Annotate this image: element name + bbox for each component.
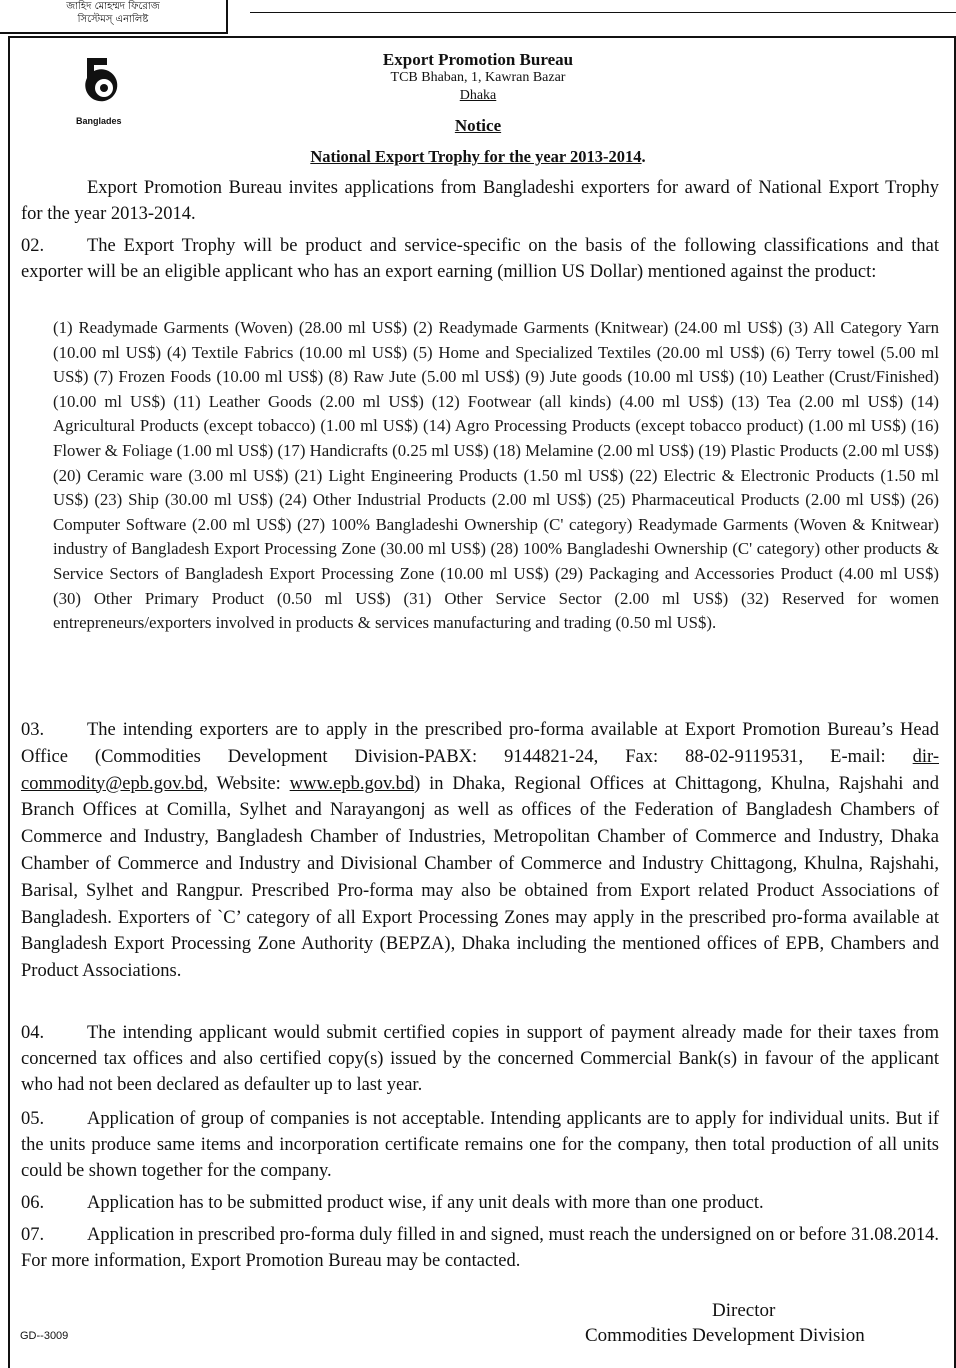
paragraph-number: 07. (21, 1225, 45, 1245)
signatory-division: Commodities Development Division (585, 1325, 865, 1346)
paragraph-number: 06. (21, 1193, 45, 1213)
stamp-name: জাহিদ মোহম্মদ ফিরোজ (66, 1, 160, 12)
paragraph-number: 04. (21, 1023, 45, 1043)
stamp-designation: সিস্টেমস্ এনালিষ্ট (77, 14, 149, 25)
notice-heading: Notice (454, 116, 502, 135)
website-link[interactable]: www.epb.gov.bd (289, 773, 415, 794)
paragraph-number: 02. (21, 236, 45, 256)
paragraph-02: 02. The Export Trophy will be product and service-specific on the basis of the following classifications and that exporter will be an eligible applicant who has an export earning (million US Dollar) mentioned against the product: (21, 233, 939, 285)
top-rule (250, 12, 956, 13)
stamp (0, 0, 228, 34)
signatory-title: Director (712, 1300, 776, 1321)
org-name: Export Promotion Bureau (382, 50, 574, 69)
paragraph-05: 05. Application of group of companies is not acceptable. Intending applicants are to apply for individual units. But if the units produce same items and incorporation certificate remains one for the company, then total production of all units could be shown together for the company. (21, 1106, 939, 1184)
paragraph-number: 03. (21, 720, 45, 740)
product-list: (1) Readymade Garments (Woven) (28.00 ml US$) (2) Readymade Garments (Knitwear) (24.00 ml US$) (3) All Category Yarn (10.00 ml US$) (4) Textile Fabrics (10.00 ml US$) (5) Home and Specialized Textiles (20.00 ml US$) (6) Terry towel (5.00 ml US$) (7) Frozen Foods (10.00 ml US$) (8) Raw Jute (5.00 ml US$) (9) Jute goods (10.00 ml US$) (10) Leather (Crust/Finished) (10.00 ml US$) (11) Leather Goods (2.00 ml US$) (12) Footwear (all kinds) (4.00 ml US$) (13) Tea (2.00 ml US$) (14) Agricultural Products (except tobacco) (1.00 ml US$) (14) Agro Processing Products (except tobacco product) (1.00 ml US$) (16) Flower & Foliage (1.00 ml US$) (17) Handicrafts (0.25 ml US$) (18) Melamine (2.00 ml US$) (19) Plastic Products (2.00 ml US$) (20) Ceramic ware (3.00 ml US$) (21) Light Engineering Products (1.50 ml US$) (22) Electric & Electronic Products (1.50 ml US$) (23) Ship (30.00 ml US$) (24) Other Industrial Products (2.00 ml US$) (25) Pharmaceutical Products (2.00 ml US$) (26) Computer Software (2.00 ml US$) (27) 100% Bangladeshi Ownership (C' category) Readymade Garments (Woven & Knitwear) industry of Bangladesh Export Processing Zone (30.00 ml US$) (28) 100% Bangladeshi Ownership (C' category) other products & Service Sectors of Bangladesh Export Processing Zone (10.00 ml US$) (29) Packaging and Accessories Product (4.00 ml US$) (30) Other Primary Product (0.50 ml US$) (31) Other Service Sector (2.00 ml US$) (32) Reserved for women entrepreneurs/exporters involved in products & services manufacturing and trading (0.50 ml US$). (53, 318, 939, 633)
org-city: Dhaka (459, 88, 497, 103)
notice-subject: National Export Trophy for the year 2013-2014. (310, 147, 646, 166)
intro-paragraph: Export Promotion Bureau invites applications from Bangladeshi exporters for award of National Export Trophy for the year 2013-2014. (21, 178, 939, 224)
gd-code: GD--3009 (20, 1330, 69, 1342)
paragraph-04: 04. The intending applicant would submit certified copies in support of payment already made for their taxes from concerned tax offices and also certified copy(s) issued by the concerned Commercial Bank(s) in favour of the applicant who had not been declared as defaulter up to last year. (21, 1020, 939, 1098)
paragraph-06: 06. Application has to be submitted product wise, if any unit deals with more than one product. (21, 1190, 939, 1216)
email-link[interactable]: dir-commodity@epb.gov.bd (21, 746, 939, 794)
paragraph-number: 05. (21, 1109, 45, 1129)
paragraph-03: 03. The intending exporters are to apply in the prescribed pro-forma available at Export Promotion Bureau’s Head Office (Commodities Development Division-PABX: 9144821-24, Fax: 88-02-9119531, E-mail: dir-commodity@epb.gov.bd, Website: www.epb.gov.bd) in Dhaka, Regional Offices at Chittagong, Khulna, Rajshahi and Branch Offices at Comilla, Sylhet and Narayangonj as well as offices of the Federation of Bangladesh Chambers of Commerce and Industry, Bangladesh Chamber of Industries, Metropolitan Chamber of Commerce and Industry, Dhaka Chamber of Commerce and Industry and Divisional Chamber of Commerce and Industry Chittagong, Khulna, Rajshahi, Barisal, Sylhet and Rangpur. Prescribed Pro-forma may also be obtained from Export related Product Associations of Bangladesh. Exporters of `C’ category of all Export Processing Zones may apply in the prescribed pro-forma available at Bangladesh Export Processing Zone Authority (BEPZA), Dhaka including the mentioned offices of EPB, Chambers and Product Associations. (21, 717, 939, 985)
logo-caption: Banglades (76, 116, 122, 126)
paragraph-07: 07. Application in prescribed pro-forma duly filled in and signed, must reach the undersigned on or before 31.08.2014. For more information, Export Promotion Bureau may be contacted. (21, 1222, 939, 1274)
org-address: TCB Bhaban, 1, Kawran Bazar (390, 70, 566, 85)
